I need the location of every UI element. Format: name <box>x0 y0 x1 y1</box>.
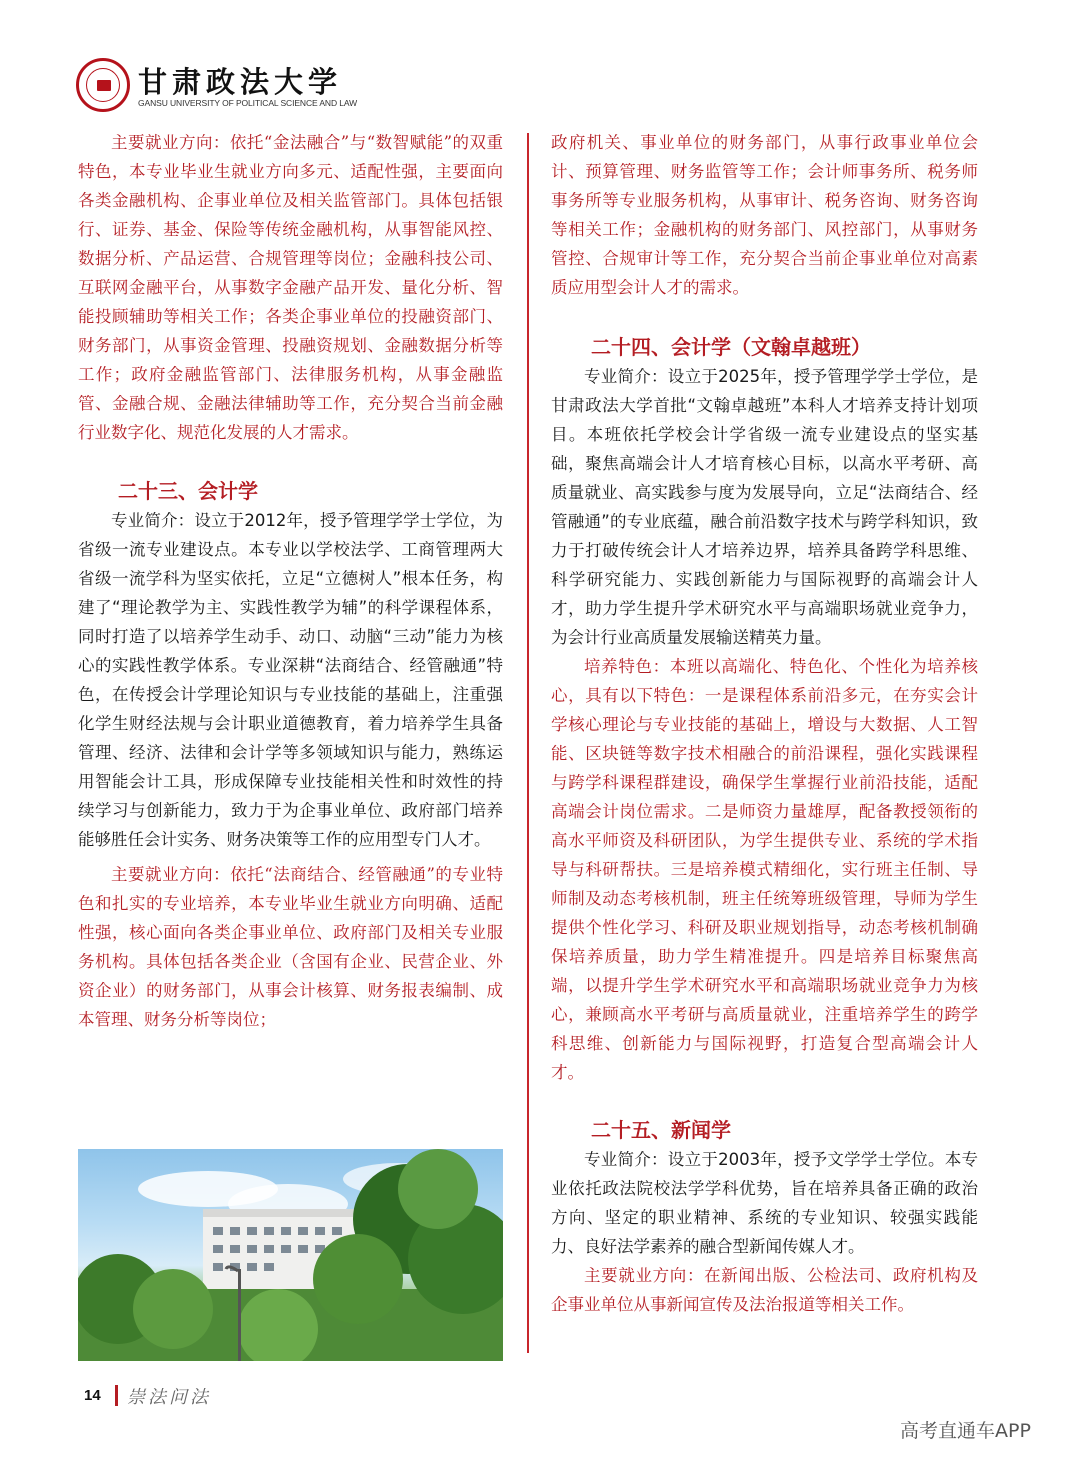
accounting-employment-paragraph: 主要就业方向：依托“法商结合、经管融通”的专业特色和扎实的专业培养，本专业毕业生就业方向明确、适配性强，核心面向各类企事业单位、政府部门及相关专业服务机构。具体包括各类企业（含国有企业、民营企业、外资企业）的财务部门，从事会计核算、财务报表编制、成本管理、财务分析等岗位； <box>78 865 503 1029</box>
watermark-text: 高考直通车APP <box>900 1420 1031 1442</box>
page-number: 14 <box>84 1387 101 1404</box>
campus-photo <box>78 1149 503 1361</box>
campus-photo-illustration <box>78 1149 503 1361</box>
university-name-cn: 甘肃政法大学 <box>138 65 343 99</box>
header <box>76 58 358 114</box>
journalism-employment-paragraph: 主要就业方向：在新闻出版、公检法司、政府机构及企事业单位从事新闻宣传及法治报道等相关工作。 <box>551 1266 978 1314</box>
right-column <box>551 128 978 1319</box>
left-column <box>78 128 503 1034</box>
wenhan-intro-paragraph: 专业简介：设立于2025年，授予管理学学士学位，是甘肃政法大学首批“文翰卓越班”本科人才培养支持计划项目。本班依托学校会计学省级一流专业建设点的坚实基础，聚焦高端会计人才培育核心目标，以高水平考研、高质量就业、高实践参与度为发展导向，立足“法商结合、经管融通”的专业底蕴，融合前沿数字技术与跨学科知识，致力于打破传统会计人才培养边界，培养具备跨学科思维、科学研究能力、实践创新能力与国际视野的高端会计人才，助力学生提升学术研究水平与高端职场就业竞争力，为会计行业高质量发展输送精英力量。 <box>551 367 978 647</box>
journalism-intro-paragraph: 专业简介：设立于2003年，授予文学学士学位。本专业依托政法院校法学学科优势，旨在培养具备正确的政治方向、坚定的职业精神、系统的专业知识、较强实践能力、良好法学素养的融合型新闻传媒人才。 <box>551 1150 978 1256</box>
section-heading-23: 二十三、会计学 <box>118 479 258 503</box>
wenhan-features-paragraph: 培养特色：本班以高端化、特色化、个性化为培养核心，具有以下特色：一是课程体系前沿多元，在夯实会计学核心理论与专业技能的基础上，增设与大数据、人工智能、区块链等数字技术相融合的前沿课程，强化实践课程与跨学科课程群建设，确保学生掌握行业前沿技能，适配高端会计岗位需求。二是师资力量雄厚，配备教授领衔的高水平师资及科研团队，为学生提供专业、系统的学术指导与科研帮扶。三是培养模式精细化，实行班主任制、导师制及动态考核机制，班主任统筹班级管理，导师为学生提供个性化学习、科研及职业规划指导，动态考核机制确保培养质量，助力学生精准提升。四是培养目标聚焦高端，以提升学生学术研究水平和高端职场就业竞争力为核心，兼顾高水平考研与高质量就业，注重培养学生的跨学科思维、创新能力与国际视野，打造复合型高端会计人才。 <box>551 657 978 1082</box>
seal-core-mark <box>97 80 111 91</box>
university-seal-icon <box>76 58 130 112</box>
section-heading-25: 二十五、新闻学 <box>591 1118 731 1142</box>
column-divider <box>527 133 529 1353</box>
footer-divider-bar <box>115 1385 118 1406</box>
finance-employment-paragraph: 主要就业方向：依托“金法融合”与“数智赋能”的双重特色，本专业毕业生就业方向多元、适配性强，主要面向各类金融机构、企事业单位及相关监管部门。具体包括银行、证券、基金、保险等传统金融机构，从事智能风控、数据分析、产品运营、合规管理等岗位；金融科技公司、互联网金融平台，从事数字金融产品开发、量化分析、智能投顾辅助等相关工作；各类企事业单位的投融资部门、财务部门，从事资金管理、投融资规划、金融数据分析等工作；政府金融监管部门、法律服务机构，从事金融监管、金融合规、金融法律辅助等工作，充分契合当前金融行业数字化、规范化发展的人才需求。 <box>78 133 503 442</box>
accounting-employment-continued: 政府机关、事业单位的财务部门，从事行政事业单位会计、预算管理、财务监管等工作；会计师事务所、税务师事务所等专业服务机构，从事审计、税务咨询、财务咨询等相关工作；金融机构的财务部门、风控部门，从事财务管控、合规审计等工作，充分契合当前企事业单位对高素质应用型会计人才的需求。 <box>551 133 978 297</box>
seal-inner-ring <box>86 68 120 102</box>
university-name-en: GANSU UNIVERSITY OF POLITICAL SCIENCE AND LAW <box>138 98 358 108</box>
magazine-title: 崇法问法 <box>127 1387 211 1408</box>
section-heading-24: 二十四、会计学（文翰卓越班） <box>591 335 871 359</box>
accounting-intro-paragraph: 专业简介：设立于2012年，授予管理学学士学位，为省级一流专业建设点。本专业以学校法学、工商管理两大省级一流学科为坚实依托，立足“立德树人”根本任务，构建了“理论教学为主、实践性教学为辅”的科学课程体系，同时打造了以培养学生动手、动口、动脑“三动”能力为核心的实践性教学体系。专业深耕“法商结合、经管融通”特色，在传授会计学理论知识与专业技能的基础上，注重强化学生财经法规与会计职业道德教育，着力培养学生具备管理、经济、法律和会计学等多领域知识与能力，熟练运用智能会计工具，形成保障专业技能相关性和时效性的持续学习与创新能力，致力于为企事业单位、政府部门培养能够胜任会计实务、财务决策等工作的应用型专门人才。 <box>78 511 503 849</box>
